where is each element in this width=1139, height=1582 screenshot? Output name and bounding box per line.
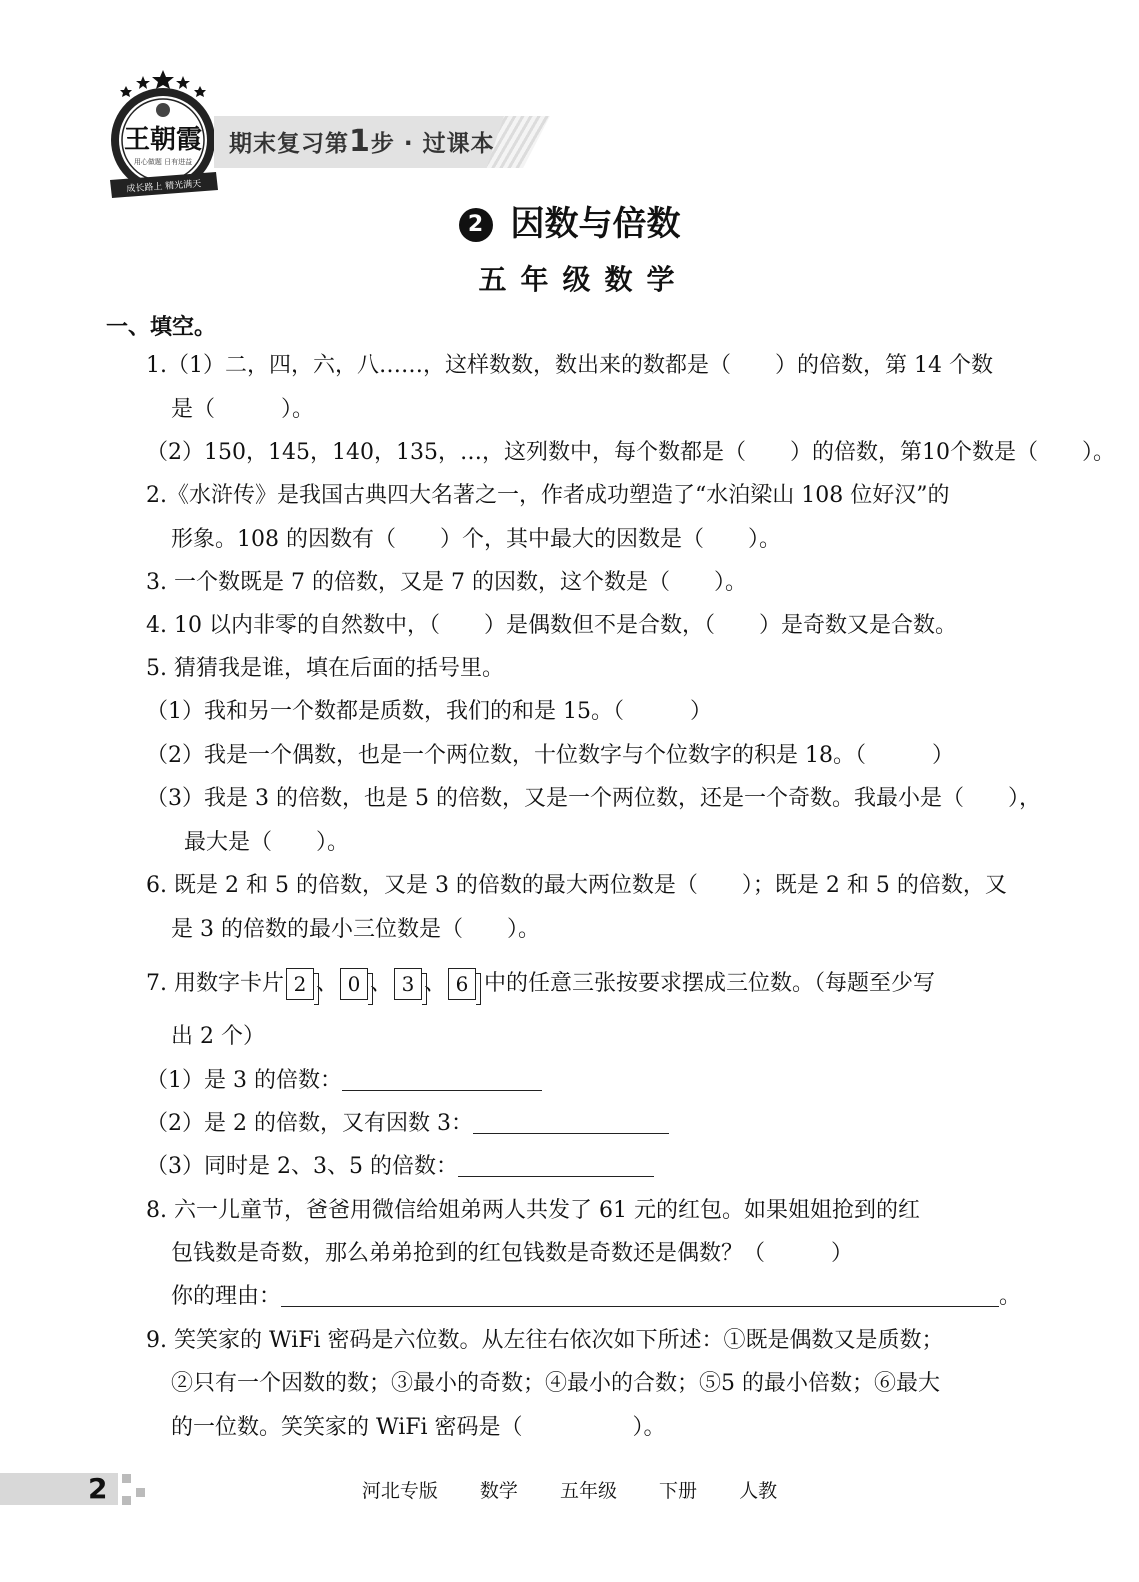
question-line: （3）我是 3 的倍数，也是 5 的倍数，又是一个两位数，还是一个奇数。我最小是（ ），	[146, 786, 1041, 811]
reason-blank[interactable]	[281, 1284, 999, 1307]
logo-motto: 用心做题 日有进益	[133, 158, 193, 166]
question-line: ②只有一个因数的数；③最小的奇数；④最小的合数；⑤5 的最小倍数；⑥最大	[171, 1371, 940, 1396]
question-line: 1.（1）二，四，六，八……，这样数数，数出来的数都是（ ）的倍数，第 14 个数	[146, 353, 993, 378]
unit-title: 因数与倍数	[510, 204, 681, 244]
separator: 、	[424, 971, 447, 996]
question-line: 5. 猜猜我是谁，填在后面的括号里。	[146, 656, 504, 681]
question-line: 形象。108 的因数有（ ）个，其中最大的因数是（ ）。	[171, 527, 781, 552]
q8-reason	[171, 1282, 1021, 1312]
q7-prefix: 7. 用数字卡片	[146, 971, 284, 996]
footer-edition: 河北专版	[361, 1480, 438, 1502]
footer-publisher: 人教	[739, 1480, 778, 1502]
answer-blank[interactable]	[342, 1068, 542, 1091]
question-line: （1）我和另一个数都是质数，我们的和是 15。（ ）	[146, 699, 712, 724]
q8-reason-label: 你的理由：	[171, 1284, 282, 1309]
question-line: 9. 笑笑家的 WiFi 密码是六位数。从左往右依次如下所述：①既是偶数又是质数；	[146, 1328, 944, 1353]
question-7-line	[146, 968, 935, 1000]
digit-card: 0	[340, 968, 368, 1000]
answer-blank[interactable]	[458, 1154, 654, 1177]
banner-suffix: 步 · 过课本	[370, 131, 495, 157]
answer-blank[interactable]	[473, 1111, 669, 1134]
question-line: 8. 六一儿童节，爸爸用微信给姐弟两人共发了 61 元的红包。如果姐姐抢到的红	[146, 1198, 920, 1223]
digit-card: 6	[448, 968, 476, 1000]
question-line: （2）150，145，140，135，…，这列数中，每个数都是（ ）的倍数，第10个数是（ ）。	[146, 440, 1115, 465]
q8-end-mark: 。	[999, 1284, 1022, 1309]
footer-volume: 下册	[659, 1480, 698, 1502]
question-line: （2）我是一个偶数，也是一个两位数，十位数字与个位数字的积是 18。（ ）	[146, 743, 954, 768]
separator: 、	[315, 971, 338, 996]
q7-sub-3-label: （3）同时是 2、3、5 的倍数：	[146, 1154, 458, 1179]
footer-grade: 五年级	[559, 1480, 617, 1502]
q7-sub-1	[146, 1066, 542, 1096]
page-number: 2	[88, 1472, 108, 1505]
question-line: 4. 10 以内非零的自然数中，（ ）是偶数但不是合数，（ ）是奇数又是合数。	[146, 613, 957, 638]
question-line: 包钱数是奇数，那么弟弟抢到的红包钱数是奇数还是偶数？（ ）	[171, 1241, 854, 1266]
logo-text: 王朝霞	[123, 125, 203, 155]
question-line: 是 3 的倍数的最小三位数是（ ）。	[171, 917, 540, 942]
q7-sub-2	[146, 1109, 669, 1139]
question-line: 是（ ）。	[171, 397, 315, 422]
footer-subject: 数学	[479, 1480, 518, 1502]
question-line: 6. 既是 2 和 5 的倍数，又是 3 的倍数的最大两位数是（ ）；既是 2 和 5 的倍数，又	[146, 873, 1007, 898]
separator: 、	[370, 971, 393, 996]
question-line: 3. 一个数既是 7 的倍数，又是 7 的因数，这个数是（ ）。	[146, 570, 747, 595]
banner-step-number: 1	[349, 124, 371, 159]
section-heading: 一、填空。	[106, 315, 217, 340]
q7-sub-1-label: （1）是 3 的倍数：	[146, 1068, 342, 1093]
logo-ribbon: 成长路上 精光满天	[126, 179, 202, 195]
question-line: 的一位数。笑笑家的 WiFi 密码是（ ）。	[171, 1415, 666, 1440]
q7-sub-3	[146, 1152, 654, 1182]
q7-suffix: 中的任意三张按要求摆成三位数。（每题至少写	[484, 971, 936, 996]
unit-number-badge: 2	[459, 208, 493, 242]
digit-card: 2	[286, 968, 314, 1000]
banner-prefix: 期末复习第	[229, 131, 349, 157]
question-line: 最大是（ ）。	[184, 830, 350, 855]
q7-sub-2-label: （2）是 2 的倍数，又有因数 3：	[146, 1111, 473, 1136]
digit-card: 3	[394, 968, 422, 1000]
footer-info	[0, 1476, 1139, 1503]
page-subtitle: 五年级数学	[478, 263, 689, 296]
question-line: 2.《水浒传》是我国古典四大名著之一，作者成功塑造了“水泊梁山 108 位好汉”的	[146, 483, 950, 508]
question-line: 出 2 个）	[171, 1024, 265, 1049]
